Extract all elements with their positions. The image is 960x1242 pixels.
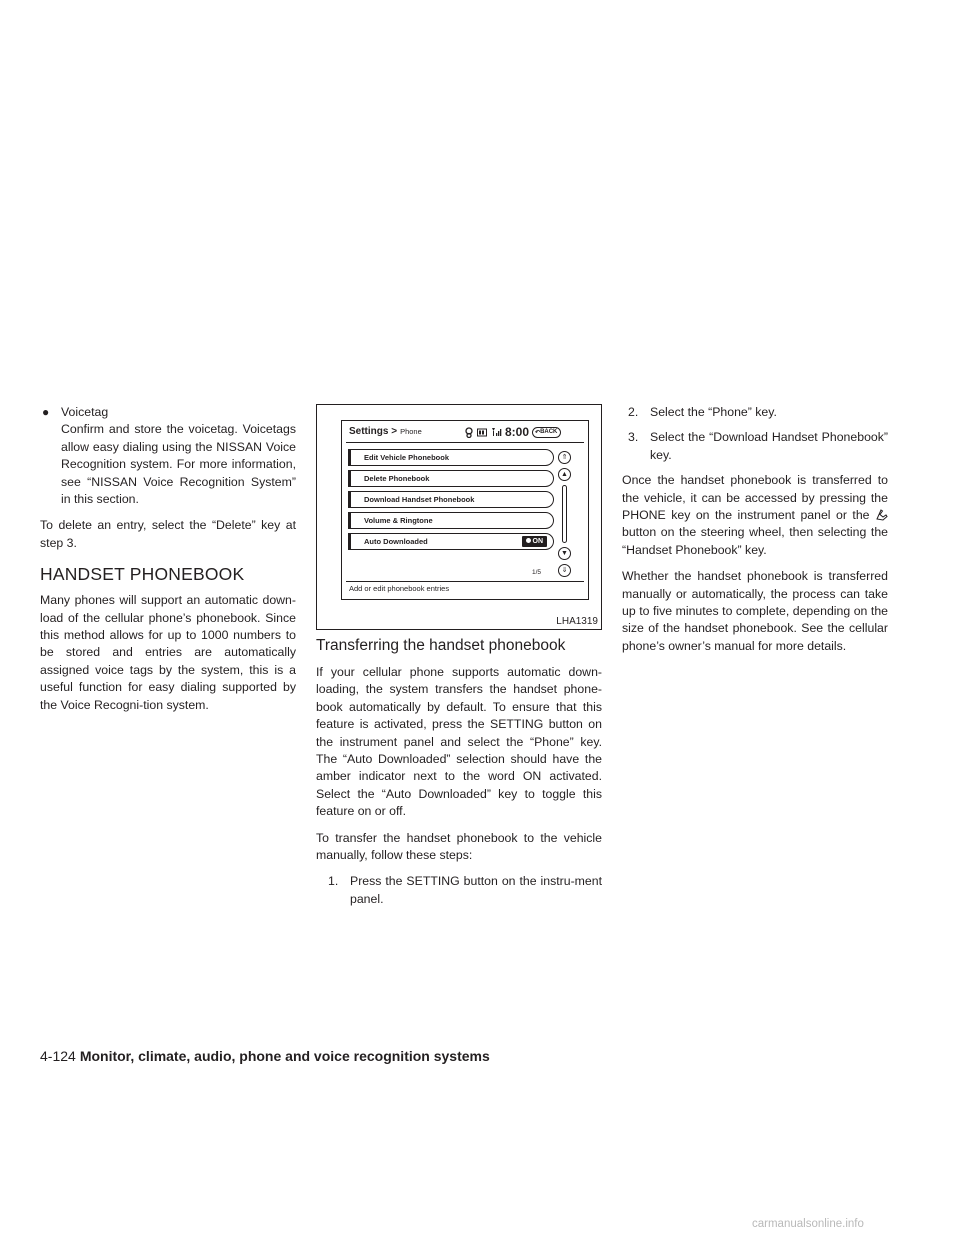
scroll-up-button[interactable] [558, 468, 571, 481]
down-arrow-icon: ▼ [561, 550, 568, 557]
menu-item-download-handset-phonebook[interactable]: Download Handset Phonebook [348, 491, 554, 508]
bullet-title: Voicetag [61, 405, 109, 419]
left-column [40, 404, 296, 723]
up-arrow-icon: ▲ [561, 471, 568, 478]
screen-crumb: Phone [400, 427, 422, 436]
steps-list [316, 873, 602, 908]
steps-list-continued [622, 404, 888, 464]
settings-screen-figure [316, 404, 602, 630]
menu-item-auto-downloaded[interactable]: Auto Downloaded ON [348, 533, 554, 550]
screen-divider [346, 442, 584, 443]
screen-title: Settings > Phone [349, 426, 422, 437]
timing-paragraph: Whether the handset phonebook is transferred manually or automatically, the process can take up to five minutes to complete, depending on the size of the handset phonebook. See the cellular phone’s owner’s manual for more details. [622, 569, 888, 653]
scrollbar-track[interactable] [562, 485, 567, 543]
battery-icon [477, 428, 488, 437]
page-number: 4-124 [40, 1048, 76, 1064]
back-button[interactable] [532, 427, 561, 438]
section-body: Many phones will support an automatic down-load of the cellular phone’s phonebook. Since this method allows for up to 1000 numbers to be stored and entries are automatically assigned voice tags by the system, this is a useful function for easy dialing supported by the Voice Recogni-tion system. [40, 593, 296, 712]
clock-time: 8:00 [505, 425, 530, 439]
double-up-arrow-icon: ⇑ [561, 454, 568, 461]
menu-item-edit-vehicle-phonebook[interactable]: Edit Vehicle Phonebook [348, 449, 554, 466]
double-down-arrow-icon: ⇓ [561, 567, 568, 574]
right-column [622, 404, 888, 664]
page-footer [40, 1048, 490, 1064]
bullet-icon: ● [42, 405, 50, 419]
access-paragraph: Once the handset phonebook is transferred to the vehicle, it can be accessed by pressing the PHONE key on the instrument panel or the button on the steering wheel, then selecting the “Handset Phonebook” key. [622, 473, 888, 557]
watermark: carmanualsonline.info [752, 1218, 864, 1230]
page-indicator: 1/5 [532, 569, 542, 576]
scroll-down-button[interactable] [558, 547, 571, 560]
signal-icon [491, 427, 502, 437]
status-bar [464, 425, 561, 439]
steering-phone-icon [875, 508, 888, 521]
step-item: 2. Select the “Phone” key. [628, 405, 777, 419]
auto-download-paragraph: If your cellular phone supports automatic down-loading, the system transfers the handset phone-book automatically by default. To ensure that this feature is activated, press the SETTING button on the instrument panel and select the “Phone” key. The “Auto Downloaded” selection should have the amber indicator next to the word ON activated. Select the “Auto Downloaded” key to toggle this feature on or off. [316, 665, 602, 819]
chapter-title: Monitor, climate, audio, phone and voice recognition systems [79, 1048, 490, 1064]
middle-column [316, 636, 602, 916]
voicetag-bullet [40, 404, 296, 508]
display-screen [341, 420, 589, 600]
scroll-top-button[interactable] [558, 451, 571, 464]
menu-item-volume-ringtone[interactable]: Volume & Ringtone [348, 512, 554, 529]
subsection-heading: Transferring the handset phonebook [316, 637, 566, 654]
screen-footer-divider [346, 581, 584, 582]
amber-indicator-icon [526, 538, 531, 543]
bullet-body: Confirm and store the voicetag. Voicetags allow easy dialing using the NISSAN Voice Recognition system. For more information, see “NISSAN Voice Recognition System” in this section. [61, 422, 296, 507]
section-heading: HANDSET PHONEBOOK [40, 564, 245, 585]
step-item: 3. Select the “Download Handset Phonebook” key. [628, 430, 888, 462]
screen-hint: Add or edit phonebook entries [349, 584, 450, 593]
on-indicator: ON [522, 536, 548, 547]
scroll-bottom-button[interactable] [558, 564, 571, 577]
delete-note: To delete an entry, select the “Delete” key at step 3. [40, 518, 296, 550]
back-arrow-icon: ↶ [535, 429, 541, 436]
manual-transfer-intro: To transfer the handset phonebook to the vehicle manually, follow these steps: [316, 830, 602, 863]
bluetooth-phone-icon [464, 427, 474, 438]
figure-code: LHA1319 [556, 616, 598, 627]
menu-item-delete-phonebook[interactable]: Delete Phonebook [348, 470, 554, 487]
step-item: 1. Press the SETTING button on the instru-ment panel. [328, 874, 602, 906]
back-label: BACK [540, 429, 558, 435]
